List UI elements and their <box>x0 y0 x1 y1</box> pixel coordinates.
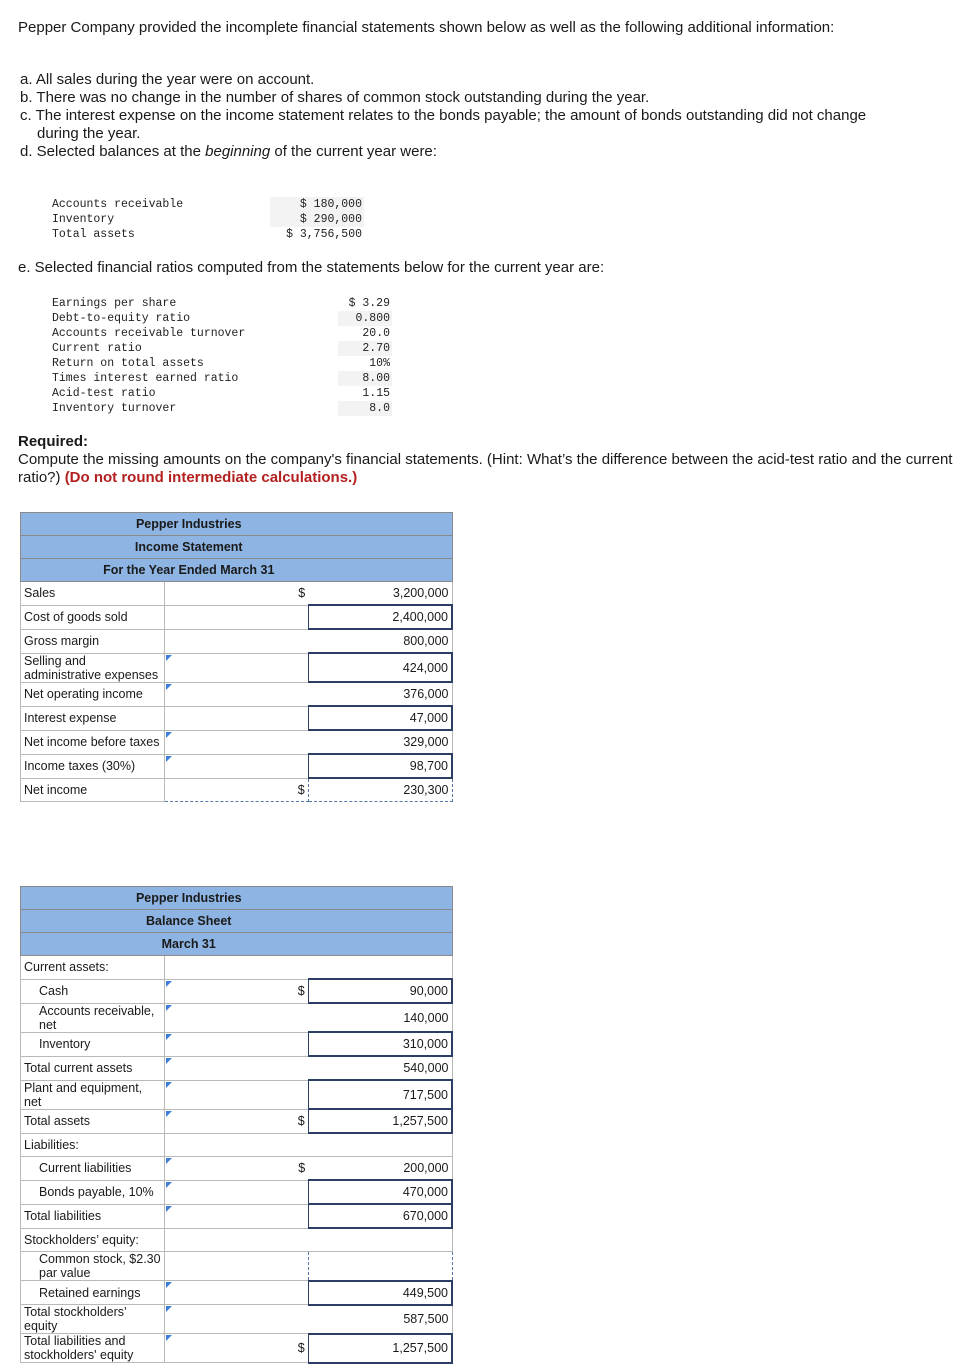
item-c-cont: during the year. <box>37 125 141 142</box>
table-row: Interest expense 47,000 <box>21 706 453 730</box>
balance-row: Accounts receivable $ 180,000 <box>52 198 362 211</box>
table-row: Cash $ 90,000 <box>21 979 453 1003</box>
income-statement-table <box>20 512 453 802</box>
answer-cell[interactable]: 140,000 <box>308 1003 452 1032</box>
item-e: e. Selected financial ratios computed from the statements below for the current year are: <box>18 259 605 276</box>
item-b: b. There was no change in the number of shares of common stock outstanding during the year. <box>20 89 650 106</box>
intro-text: Pepper Company provided the incomplete financial statements shown below as well as the following additional information: <box>18 19 835 36</box>
answer-cell[interactable]: 800,000 <box>308 629 452 653</box>
answer-cell[interactable]: 717,500 <box>308 1080 452 1109</box>
table-row: Net operating income 376,000 <box>21 682 453 706</box>
answer-cell[interactable]: 424,000 <box>308 653 452 682</box>
table-row: Net income $ 230,300 <box>21 778 453 802</box>
ratio-row: Inventory turnover 8.0 <box>52 402 390 415</box>
table-row: Cost of goods sold 2,400,000 <box>21 605 453 629</box>
balance-sheet-table <box>20 886 453 1364</box>
table-row: Bonds payable, 10% 470,000 <box>21 1180 453 1204</box>
required-heading: Required: <box>18 433 89 450</box>
table-row: Inventory 310,000 <box>21 1032 453 1056</box>
ratio-row: Times interest earned ratio 8.00 <box>52 372 390 385</box>
ratio-row: Return on total assets 10% <box>52 357 390 370</box>
table-row: Total liabilities and stockholders' equity $ 1,257,500 <box>21 1334 453 1363</box>
balance-company-header: Pepper Industries <box>21 887 453 910</box>
table-row: Selling and administrative expenses 424,000 <box>21 653 453 682</box>
answer-cell[interactable]: 470,000 <box>308 1180 452 1204</box>
item-c: c. The interest expense on the income statement relates to the bonds payable; the amount of bonds outstanding did not change <box>20 107 867 124</box>
table-row: Retained earnings 449,500 <box>21 1281 453 1305</box>
answer-cell[interactable]: 540,000 <box>308 1056 452 1080</box>
balance-row: Total assets $ 3,756,500 <box>52 228 362 241</box>
ratio-row: Debt-to-equity ratio 0.800 <box>52 312 390 325</box>
balance-title-header: Balance Sheet <box>21 910 453 933</box>
balance-row: Inventory $ 290,000 <box>52 213 362 226</box>
table-row: Common stock, $2.30 par value <box>21 1252 453 1281</box>
answer-cell[interactable]: 230,300 <box>308 778 452 802</box>
ratios-table <box>50 296 392 416</box>
answer-cell[interactable]: 98,700 <box>308 754 452 778</box>
beginning-balances-table <box>50 197 364 242</box>
answer-cell[interactable]: 670,000 <box>308 1204 452 1228</box>
income-title-header: Income Statement <box>21 536 453 559</box>
answer-cell[interactable]: 200,000 <box>308 1157 452 1181</box>
table-row: Gross margin 800,000 <box>21 629 453 653</box>
income-company-header: Pepper Industries <box>21 513 453 536</box>
table-row: Accounts receivable, net 140,000 <box>21 1003 453 1032</box>
table-row: Sales $ 3,200,000 <box>21 582 453 606</box>
answer-cell[interactable]: 47,000 <box>308 706 452 730</box>
table-row: Liabilities: <box>21 1133 453 1157</box>
table-row: Total stockholders’ equity 587,500 <box>21 1305 453 1334</box>
table-row: Income taxes (30%) 98,700 <box>21 754 453 778</box>
table-row: Total liabilities 670,000 <box>21 1204 453 1228</box>
item-a: a. All sales during the year were on account. <box>20 71 315 88</box>
table-row: Stockholders’ equity: <box>21 1228 453 1252</box>
answer-cell[interactable]: 1,257,500 <box>308 1109 452 1133</box>
required-text: Compute the missing amounts on the company's financial statements. (Hint: What’s the difference between the acid-test ratio and the current ratio?) (Do not round intermediate calculations.) <box>18 451 953 486</box>
ratio-row: Current ratio 2.70 <box>52 342 390 355</box>
answer-cell[interactable]: 1,257,500 <box>308 1334 452 1363</box>
balance-period-header: March 31 <box>21 933 453 956</box>
table-row: Current assets: <box>21 956 453 980</box>
ratio-row: Earnings per share $ 3.29 <box>52 297 390 310</box>
answer-cell[interactable]: 3,200,000 <box>308 582 452 606</box>
ratio-row: Acid-test ratio 1.15 <box>52 387 390 400</box>
item-d: d. Selected balances at the beginning of the current year were: <box>20 143 437 160</box>
required-note: (Do not round intermediate calculations.) <box>64 469 358 486</box>
answer-cell[interactable]: 587,500 <box>308 1305 452 1334</box>
table-row: Total current assets 540,000 <box>21 1056 453 1080</box>
answer-cell[interactable]: 90,000 <box>308 979 452 1003</box>
answer-cell[interactable]: 2,400,000 <box>308 605 452 629</box>
answer-cell[interactable]: 449,500 <box>308 1281 452 1305</box>
ratio-row: Accounts receivable turnover 20.0 <box>52 327 390 340</box>
table-row: Current liabilities $ 200,000 <box>21 1157 453 1181</box>
table-row: Net income before taxes 329,000 <box>21 730 453 754</box>
table-row: Total assets $ 1,257,500 <box>21 1109 453 1133</box>
answer-cell[interactable] <box>308 1252 452 1281</box>
answer-cell[interactable]: 376,000 <box>308 682 452 706</box>
answer-cell[interactable]: 310,000 <box>308 1032 452 1056</box>
answer-cell[interactable]: 329,000 <box>308 730 452 754</box>
table-row: Plant and equipment, net 717,500 <box>21 1080 453 1109</box>
income-period-header: For the Year Ended March 31 <box>21 559 453 582</box>
